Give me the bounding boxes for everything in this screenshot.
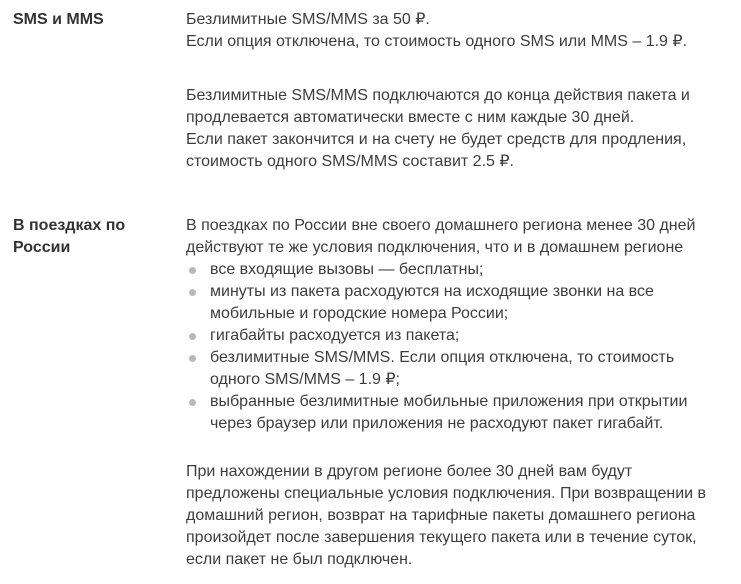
section-label-column <box>0 9 186 31</box>
sms-renewal-line: Безлимитные SMS/MMS подключаются до конца действия пакета и продлевается автоматически вместе с ним каждые 30 дней. <box>186 87 690 126</box>
list-item <box>186 259 717 281</box>
section-travel-russia <box>0 215 741 571</box>
bullet-icon <box>189 289 196 296</box>
section-sms-mms <box>0 9 741 173</box>
bullet-icon <box>189 267 196 274</box>
section-label-column <box>0 215 186 259</box>
list-item <box>186 325 717 347</box>
travel-conditions-list <box>186 259 717 435</box>
bullet-icon <box>189 399 196 406</box>
list-item-text: выбранные безлимитные мобильные приложения при открытии через браузер или приложения не расходуют пакет гигабайт. <box>210 393 688 432</box>
list-item-text: минуты из пакета расходуются на исходящие звонки на все мобильные и городские номера России; <box>210 283 654 322</box>
sms-price-line: Безлимитные SMS/MMS за 50 ₽. <box>186 11 430 28</box>
list-item-text: все входящие вызовы — бесплатны; <box>210 261 484 278</box>
list-item-text: безлимитные SMS/MMS. Если опция отключена, то стоимость одного SMS/MMS – 1.9 ₽; <box>210 349 675 388</box>
travel-intro-paragraph: В поездках по России вне своего домашнего региона менее 30 дней действуют те же условия подключения, что и в домашнем регионе <box>186 217 696 256</box>
sms-disabled-price-line: Если опция отключена, то стоимость одного SMS или MMS – 1.9 ₽. <box>186 33 688 50</box>
list-item <box>186 391 717 435</box>
sms-renewal-paragraph <box>186 85 717 173</box>
list-item-text: гигабайты расходуется из пакета; <box>210 327 460 344</box>
bullet-icon <box>189 355 196 362</box>
bullet-icon <box>189 333 196 340</box>
section-sms-mms-content <box>186 9 717 173</box>
travel-outro-paragraph: При нахождении в другом регионе более 30 дней вам будут предложены специальные условия подключения. При возвращении в домашний регион, возврат на тарифные пакеты домашнего региона произойдет после завершения текущего пакета или в течение суток, если пакет не был подключен. <box>186 463 707 568</box>
sms-expiry-price-line: Если пакет закончится и на счету не будет средств для продления, стоимость одного SMS/MMS составит 2.5 ₽. <box>186 131 687 170</box>
sms-price-paragraph <box>186 9 717 53</box>
list-item <box>186 281 717 325</box>
section-travel-label: В поездках по России <box>13 217 126 256</box>
section-sms-mms-label: SMS и MMS <box>13 11 104 28</box>
section-travel-content <box>186 215 717 571</box>
list-item <box>186 347 717 391</box>
